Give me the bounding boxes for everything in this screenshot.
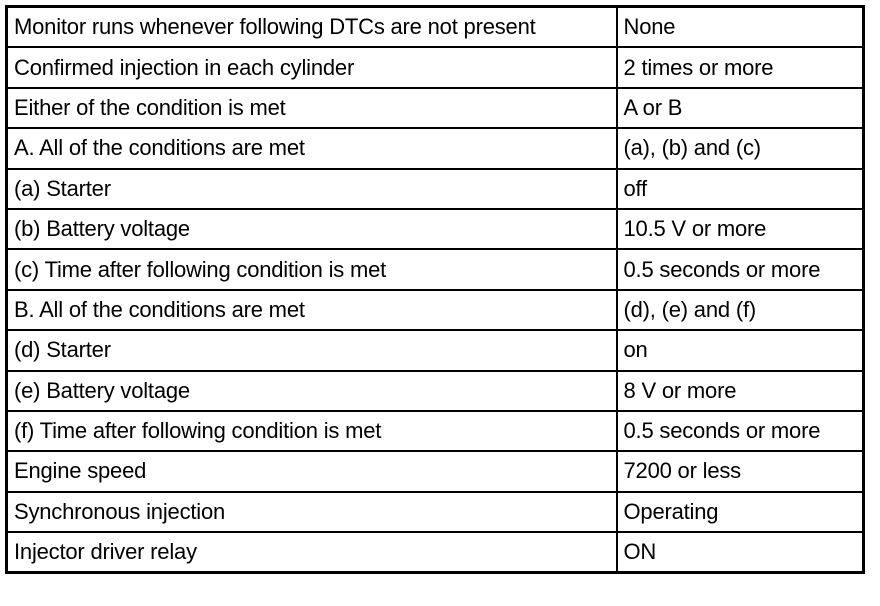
condition-cell: A. All of the conditions are met bbox=[7, 128, 617, 168]
condition-cell: Engine speed bbox=[7, 451, 617, 491]
value-cell: A or B bbox=[617, 88, 864, 128]
value-cell: 0.5 seconds or more bbox=[617, 411, 864, 451]
table-row bbox=[7, 290, 864, 330]
value-cell: (a), (b) and (c) bbox=[617, 128, 864, 168]
monitor-conditions-table bbox=[5, 5, 865, 574]
condition-cell: (e) Battery voltage bbox=[7, 371, 617, 411]
condition-cell: B. All of the conditions are met bbox=[7, 290, 617, 330]
value-cell: 0.5 seconds or more bbox=[617, 249, 864, 289]
table-row bbox=[7, 47, 864, 87]
value-cell: Operating bbox=[617, 492, 864, 532]
table-row bbox=[7, 128, 864, 168]
value-cell: None bbox=[617, 7, 864, 48]
table-row bbox=[7, 7, 864, 48]
value-cell: 2 times or more bbox=[617, 47, 864, 87]
table-row bbox=[7, 249, 864, 289]
condition-cell: (b) Battery voltage bbox=[7, 209, 617, 249]
condition-cell: (d) Starter bbox=[7, 330, 617, 370]
condition-cell: (c) Time after following condition is met bbox=[7, 249, 617, 289]
condition-cell: Monitor runs whenever following DTCs are not present bbox=[7, 7, 617, 48]
condition-cell: (f) Time after following condition is met bbox=[7, 411, 617, 451]
table-row bbox=[7, 532, 864, 573]
table-row bbox=[7, 451, 864, 491]
value-cell: on bbox=[617, 330, 864, 370]
value-cell: off bbox=[617, 169, 864, 209]
value-cell: 8 V or more bbox=[617, 371, 864, 411]
table-row bbox=[7, 88, 864, 128]
table-row bbox=[7, 330, 864, 370]
condition-cell: Synchronous injection bbox=[7, 492, 617, 532]
condition-cell: (a) Starter bbox=[7, 169, 617, 209]
table-body bbox=[7, 7, 864, 573]
value-cell: ON bbox=[617, 532, 864, 573]
value-cell: (d), (e) and (f) bbox=[617, 290, 864, 330]
condition-cell: Injector driver relay bbox=[7, 532, 617, 573]
table-row bbox=[7, 492, 864, 532]
condition-cell: Confirmed injection in each cylinder bbox=[7, 47, 617, 87]
table-row bbox=[7, 411, 864, 451]
value-cell: 10.5 V or more bbox=[617, 209, 864, 249]
table-row bbox=[7, 371, 864, 411]
table-row bbox=[7, 169, 864, 209]
table-row bbox=[7, 209, 864, 249]
condition-cell: Either of the condition is met bbox=[7, 88, 617, 128]
value-cell: 7200 or less bbox=[617, 451, 864, 491]
